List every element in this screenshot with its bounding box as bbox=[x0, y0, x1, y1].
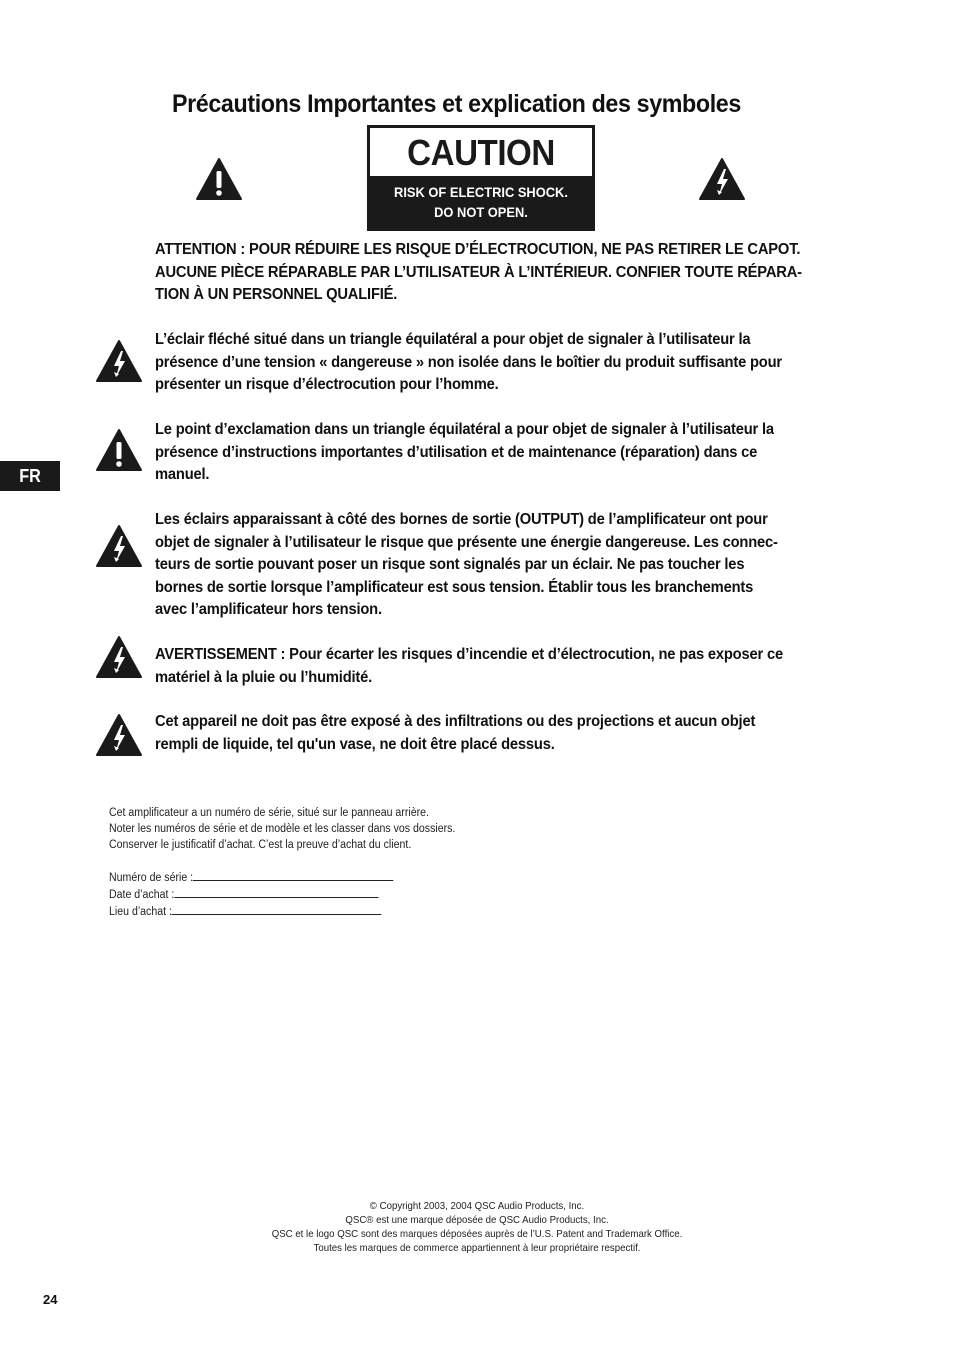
serial-number-blank[interactable] bbox=[193, 869, 394, 881]
paragraph-line: présence d’une tension « dangereuse » non isolée dans le boîtier du produit suffisante pour bbox=[155, 353, 782, 371]
symbol-paragraph bbox=[155, 711, 854, 756]
footer-line: © Copyright 2003, 2004 QSC Audio Products, Inc. bbox=[369, 1200, 585, 1212]
serial-note-line: Cet amplificateur a un numéro de série, situé sur le panneau arrière. bbox=[109, 807, 429, 819]
paragraph-line: L’éclair fléché situé dans un triangle équilatéral a pour objet de signaler à l’utilisateur la bbox=[155, 331, 751, 348]
purchase-place-blank[interactable] bbox=[172, 903, 382, 915]
caution-line-1: RISK OF ELECTRIC SHOCK. bbox=[394, 184, 568, 200]
caution-label bbox=[367, 125, 595, 231]
paragraph-line: Les éclairs apparaissant à côté des bornes de sortie (OUTPUT) de l’amplificateur ont pour bbox=[155, 511, 768, 528]
purchase-place-label: Lieu d’achat : bbox=[109, 906, 172, 918]
paragraph-line: avec l’amplificateur hors tension. bbox=[155, 601, 382, 618]
record-fields bbox=[109, 869, 394, 920]
purchase-place-field bbox=[109, 903, 394, 920]
attention-line: TION À UN PERSONNEL QUALIFIÉ. bbox=[155, 286, 398, 303]
paragraph-line: bornes de sortie lorsque l’amplificateur est sous tension. Établir tous les branchements bbox=[155, 578, 754, 596]
lightning-triangle-icon bbox=[95, 339, 143, 383]
paragraph-line: Le point d’exclamation dans un triangle équilatéral a pour objet de signaler à l’utilisateur la bbox=[155, 421, 774, 438]
footer-line: Toutes les marques de commerce appartiennent à leur propriétaire respectif. bbox=[313, 1242, 641, 1254]
paragraph-line: présence d’instructions importantes d’utilisation et de maintenance (réparation) dans ce bbox=[155, 443, 758, 461]
page-title: Précautions Importantes et explication des symboles bbox=[172, 90, 741, 118]
paragraph-line: objet de signaler à l’utilisateur le risque que présente une énergie dangereuse. Les connec- bbox=[155, 533, 778, 551]
lightning-triangle-icon bbox=[95, 635, 143, 679]
paragraph-line: rempli de liquide, tel qu'un vase, ne doit être placé dessus. bbox=[155, 735, 555, 753]
serial-number-label: Numéro de série : bbox=[109, 872, 194, 884]
caution-word: CAUTION bbox=[407, 132, 555, 173]
serial-note-line: Noter les numéros de série et de modèle et les classer dans vos dossiers. bbox=[109, 823, 456, 835]
purchase-date-blank[interactable] bbox=[174, 886, 378, 898]
page-number: 24 bbox=[43, 1292, 58, 1307]
paragraph-line: AVERTISSEMENT : Pour écarter les risques d’incendie et d’électrocution, ne pas exposer ce bbox=[155, 646, 783, 663]
exclamation-triangle-icon bbox=[195, 157, 243, 201]
attention-notice bbox=[155, 239, 817, 307]
paragraph-line: présenter un risque d’électrocution pour l’homme. bbox=[155, 376, 499, 393]
serial-number-field bbox=[109, 869, 394, 886]
symbol-paragraph bbox=[155, 419, 854, 487]
lightning-triangle-icon bbox=[95, 713, 143, 757]
language-tab bbox=[0, 461, 60, 491]
symbol-paragraph bbox=[155, 329, 854, 397]
copyright-footer bbox=[0, 1199, 954, 1255]
purchase-date-label: Date d’achat : bbox=[109, 889, 175, 901]
footer-line: QSC et le logo QSC sont des marques déposées auprès de l’U.S. Patent and Trademark Office. bbox=[271, 1228, 683, 1240]
exclamation-triangle-icon bbox=[95, 428, 143, 472]
serial-note bbox=[109, 805, 455, 853]
language-tab-label: FR bbox=[19, 466, 41, 486]
symbol-paragraph bbox=[155, 644, 854, 689]
footer-line: QSC® est une marque déposée de QSC Audio Products, Inc. bbox=[345, 1214, 609, 1226]
paragraph-line: matériel à la pluie ou l’humidité. bbox=[155, 668, 373, 686]
attention-line: ATTENTION : POUR RÉDUIRE LES RISQUE D’ÉLECTROCUTION, NE PAS RETIRER LE CAPOT. bbox=[155, 241, 801, 258]
paragraph-line: manuel. bbox=[155, 466, 210, 483]
lightning-triangle-icon bbox=[95, 524, 143, 568]
purchase-date-field bbox=[109, 886, 394, 903]
lightning-triangle-icon bbox=[698, 157, 746, 201]
symbol-paragraph bbox=[155, 509, 854, 622]
paragraph-line: Cet appareil ne doit pas être exposé à des infiltrations ou des projections et aucun objet bbox=[155, 713, 756, 730]
caution-line-2: DO NOT OPEN. bbox=[434, 204, 528, 220]
caution-warning-band bbox=[370, 176, 592, 228]
serial-note-line: Conserver le justificatif d’achat. C’est la preuve d’achat du client. bbox=[109, 839, 412, 851]
attention-line: AUCUNE PIÈCE RÉPARABLE PAR L’UTILISATEUR À L’INTÉRIEUR. CONFIER TOUTE RÉPARA- bbox=[155, 263, 802, 281]
paragraph-line: teurs de sortie pouvant poser un risque sont signalés par un éclair. Ne pas toucher les bbox=[155, 556, 745, 573]
